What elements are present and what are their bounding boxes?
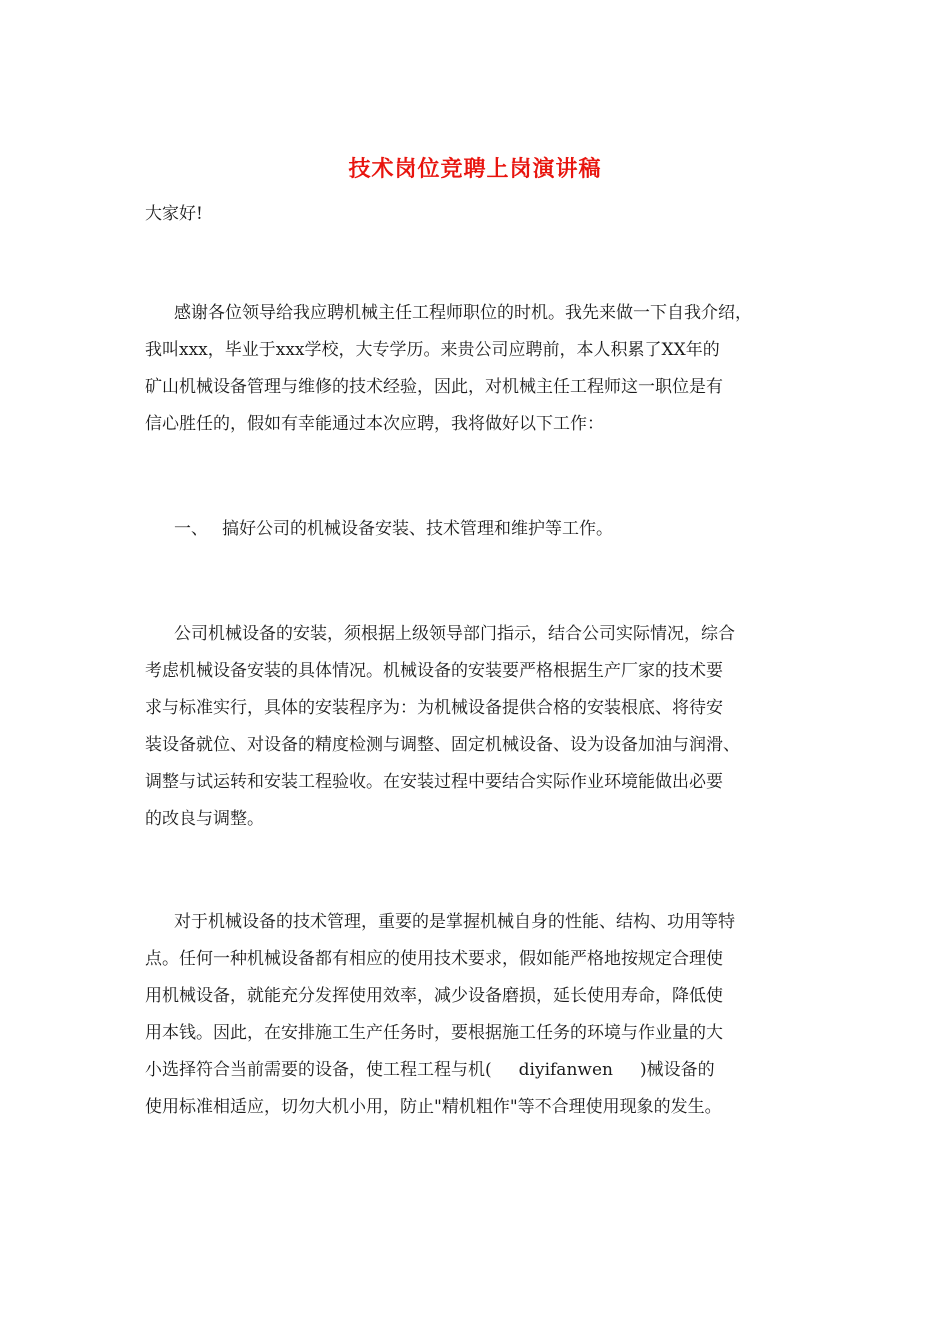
management-line: 点。任何一种机械设备都有相应的使用技术要求，假如能严格地按规定合理使	[145, 949, 723, 969]
installation-line: 装设备就位、对设备的精度检测与调整、固定机械设备、设为设备加油与润滑、	[145, 735, 740, 755]
management-line: 小选择符合当前需要的设备，使工程工程与机( diyifanwen )械设备的	[145, 1060, 715, 1080]
section-heading	[145, 511, 810, 548]
installation-line: 求与标准实行，具体的安装程序为：为机械设备提供合格的安装根底、将待安	[145, 698, 723, 718]
intro-line: 矿山机械设备管理与维修的技术经验，因此，对机械主任工程师这一职位是有	[145, 377, 723, 397]
section-number: 一、	[174, 519, 208, 539]
management-line: 对于机械设备的技术管理，重要的是掌握机械自身的性能、结构、功用等特	[174, 912, 735, 932]
management-line: 用本钱。因此，在安排施工生产任务时，要根据施工任务的环境与作业量的大	[145, 1023, 723, 1043]
management-line: 用机械设备，就能充分发挥使用效率，减少设备磨损，延长使用寿命，降低使	[145, 986, 723, 1006]
intro-paragraph	[145, 295, 810, 443]
management-paragraph	[145, 904, 810, 1126]
greeting-text: 大家好!	[145, 204, 203, 224]
installation-line: 的改良与调整。	[145, 809, 264, 829]
installation-line: 考虑机械设备安装的具体情况。机械设备的安装要严格根据生产厂家的技术要	[145, 661, 723, 681]
section-heading-text: 搞好公司的机械设备安装、技术管理和维护等工作。	[222, 519, 613, 539]
intro-line: 信心胜任的，假如有幸能通过本次应聘，我将做好以下工作：	[145, 414, 604, 434]
document-title: 技术岗位竞聘上岗演讲稿	[348, 156, 602, 182]
installation-paragraph	[145, 616, 810, 838]
installation-line: 调整与试运转和安装工程验收。在安装过程中要结合实际作业环境能做出必要	[145, 772, 723, 792]
intro-line: 我叫xxx，毕业于xxx学校，大专学历。来贵公司应聘前，本人积累了XX年的	[145, 340, 720, 360]
intro-line: 感谢各位领导给我应聘机械主任工程师职位的时机。我先来做一下自我介绍，	[174, 303, 752, 323]
management-line: 使用标准相适应，切勿大机小用，防止"精机粗作"等不合理使用现象的发生。	[145, 1097, 722, 1117]
installation-line: 公司机械设备的安装，须根据上级领导部门指示，结合公司实际情况，综合	[174, 624, 735, 644]
